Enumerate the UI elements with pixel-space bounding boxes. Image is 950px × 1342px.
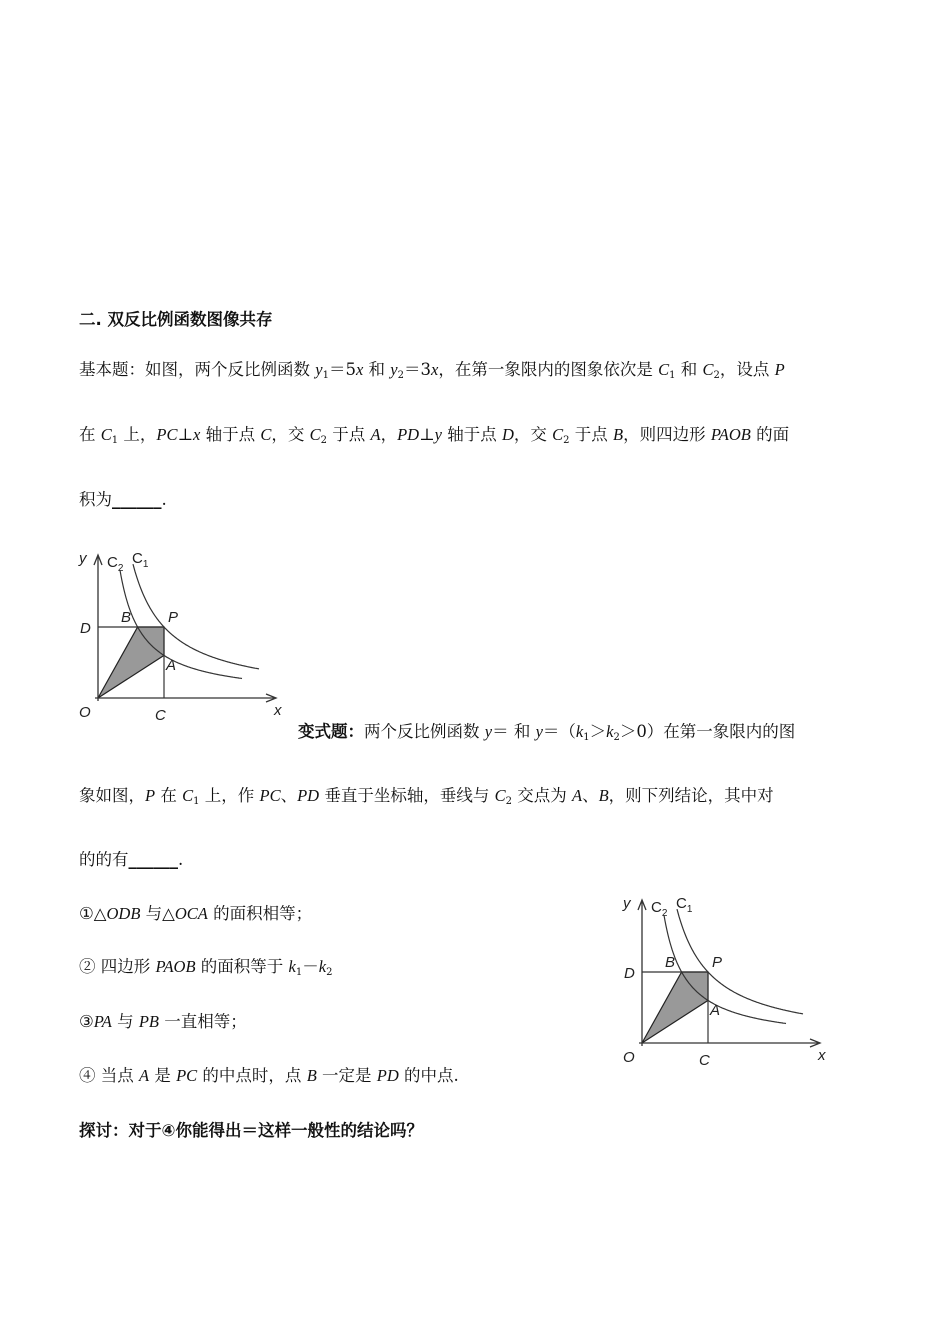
variant-line-2	[79, 782, 774, 807]
answer-blank[interactable]: ______	[128, 850, 178, 869]
text: 积为	[79, 490, 112, 509]
sub: 2	[563, 435, 570, 446]
shaded-quadrilateral	[98, 627, 164, 698]
label-c1: $C_1$	[132, 550, 149, 570]
text: 与	[111, 1012, 139, 1031]
text: 如图，两个反比例函数	[145, 360, 316, 379]
figure-1	[76, 545, 286, 729]
sub: 2	[326, 967, 333, 978]
text: ＞	[589, 722, 607, 741]
label-b: B	[665, 954, 676, 971]
text: 的面积相等；	[207, 904, 313, 923]
label-c1: $C_1$	[676, 895, 693, 915]
text: ，	[380, 425, 398, 444]
var-a: A	[571, 786, 583, 805]
label-o: O	[623, 1049, 635, 1066]
var-k2: k	[606, 722, 614, 741]
sub: 1	[322, 370, 329, 381]
text: ＝5	[328, 360, 356, 379]
basic-line-2	[79, 421, 789, 446]
variant-line-3	[79, 846, 183, 870]
var-c2: C	[702, 360, 714, 379]
sub: 1	[583, 732, 590, 743]
sub: 2	[397, 370, 404, 381]
sub: 1	[295, 967, 303, 978]
text: ，设点	[719, 360, 775, 379]
perp-symbol: ⊥	[177, 425, 194, 444]
label-x: x	[274, 702, 282, 719]
var-y2: y	[390, 360, 398, 379]
var-p: P	[145, 786, 156, 805]
conclusion-4	[79, 1062, 459, 1086]
text: ③	[79, 1012, 94, 1031]
sub: 2	[713, 370, 720, 381]
text: 于点	[569, 425, 614, 444]
var-y1: y	[315, 360, 323, 379]
var-b: B	[613, 425, 624, 444]
text: 一定是	[316, 1066, 377, 1085]
var-y: y	[434, 425, 442, 444]
var-pc: PC	[176, 1066, 198, 1085]
text: 轴于点	[200, 425, 261, 444]
text: 轴于点	[441, 425, 502, 444]
text: 的的有	[79, 850, 129, 869]
text: 与△	[140, 904, 175, 923]
variant-line-1	[298, 718, 795, 743]
basic-line-3	[79, 486, 167, 510]
label-c: C	[155, 707, 166, 724]
text: 的中点.	[398, 1066, 459, 1085]
text: 上，作	[199, 786, 260, 805]
basic-line-1	[79, 356, 785, 381]
label-x: x	[818, 1047, 826, 1064]
var-pa: PA	[93, 1012, 112, 1031]
text: 的面积等于	[195, 957, 289, 976]
label-y: y	[623, 895, 631, 912]
text: ② 四边形	[79, 957, 156, 976]
conclusion-2	[79, 953, 332, 978]
var-c1: C	[182, 786, 194, 805]
figure-1-svg	[76, 545, 286, 725]
conclusion-3	[79, 1008, 247, 1032]
var-x: x	[193, 425, 201, 444]
var-paob: PAOB	[710, 425, 751, 444]
text: 的面	[750, 425, 790, 444]
figure-2	[620, 890, 835, 1074]
sub: 2	[320, 435, 327, 446]
var-c1: C	[100, 425, 112, 444]
sub: 1	[669, 370, 676, 381]
text: ，则四边形	[623, 425, 711, 444]
text: .	[178, 850, 184, 869]
label-c2: $C_2$	[651, 899, 668, 919]
text: ，交	[513, 425, 553, 444]
var-a: A	[139, 1066, 150, 1085]
var-pd: PD	[397, 425, 420, 444]
var-c2: C	[552, 425, 564, 444]
text: ＝ 和	[492, 722, 536, 741]
var-a: A	[370, 425, 381, 444]
var-c1: C	[658, 360, 670, 379]
perp-symbol: ⊥	[419, 425, 435, 444]
var-k1: k	[575, 722, 584, 741]
label-a: A	[166, 657, 177, 674]
text: ，则下列结论，其中对	[608, 786, 774, 805]
text: 于点	[327, 425, 371, 444]
label-c: C	[699, 1052, 710, 1069]
var-b: B	[306, 1066, 317, 1085]
section-title: 二. 双反比例函数图像共存	[79, 310, 273, 329]
var-b: B	[598, 786, 609, 805]
basic-label: 基本题：	[79, 360, 145, 379]
text: 、	[582, 786, 599, 805]
var-y: y	[535, 722, 543, 741]
var-pd: PD	[297, 786, 320, 805]
text: 和	[363, 360, 391, 379]
text: ＞0）在第一象限内的图	[619, 722, 796, 741]
text: .	[161, 490, 167, 509]
figure-2-svg	[620, 890, 835, 1070]
text: 在	[79, 425, 101, 444]
var-oca: OCA	[174, 904, 208, 923]
var-pb: PB	[138, 1012, 159, 1031]
text: 是	[149, 1066, 177, 1085]
var-pc: PC	[259, 786, 281, 805]
var-k1: k	[288, 957, 296, 976]
text: ④ 当点	[79, 1066, 139, 1085]
var-pc: PC	[156, 425, 178, 444]
text: ＝3	[403, 360, 431, 379]
text: ，交	[271, 425, 310, 444]
explore-question: 探讨：对于④你能得出＝这样一般性的结论吗？	[79, 1121, 423, 1140]
text: 垂直于坐标轴，垂线与	[319, 786, 495, 805]
var-y: y	[484, 722, 493, 741]
text: ＝（	[542, 722, 576, 741]
label-o: O	[79, 704, 91, 721]
var-c: C	[260, 425, 272, 444]
var-odb: ODB	[106, 904, 141, 923]
var-k2: k	[318, 957, 327, 976]
text: 、	[280, 786, 298, 805]
text: ，在第一象限内的图象依次是	[438, 360, 659, 379]
var-d: D	[501, 425, 514, 444]
answer-blank[interactable]: ______	[112, 490, 162, 509]
sub: 2	[613, 732, 620, 743]
text: 和	[675, 360, 703, 379]
label-a: A	[710, 1002, 721, 1019]
label-d: D	[80, 620, 91, 637]
var-c2: C	[494, 786, 506, 805]
text: ①△	[79, 904, 107, 923]
text: 两个反比例函数	[364, 722, 485, 741]
sub: 1	[111, 435, 119, 446]
var-pd: PD	[376, 1066, 399, 1085]
text: 象如图，	[79, 786, 145, 805]
text: 一直相等；	[159, 1012, 247, 1031]
label-d: D	[624, 965, 635, 982]
text: 的中点时，点	[197, 1066, 307, 1085]
label-p: P	[712, 954, 723, 971]
variant-label: 变式题：	[298, 722, 364, 741]
var-x: x	[430, 360, 439, 379]
label-y: y	[79, 550, 87, 567]
var-p: P	[774, 360, 785, 379]
sub: 2	[505, 796, 512, 807]
text: 上，	[118, 425, 157, 444]
text: －	[302, 957, 319, 976]
label-b: B	[121, 609, 132, 626]
label-p: P	[168, 609, 179, 626]
var-x: x	[355, 360, 364, 379]
label-c2: $C_2$	[107, 554, 124, 574]
text: 交点为	[511, 786, 572, 805]
shaded-quadrilateral	[642, 972, 708, 1043]
conclusion-1	[79, 900, 312, 924]
sub: 1	[193, 796, 200, 807]
text: 在	[155, 786, 183, 805]
var-c2: C	[309, 425, 321, 444]
var-paob: PAOB	[155, 957, 196, 976]
